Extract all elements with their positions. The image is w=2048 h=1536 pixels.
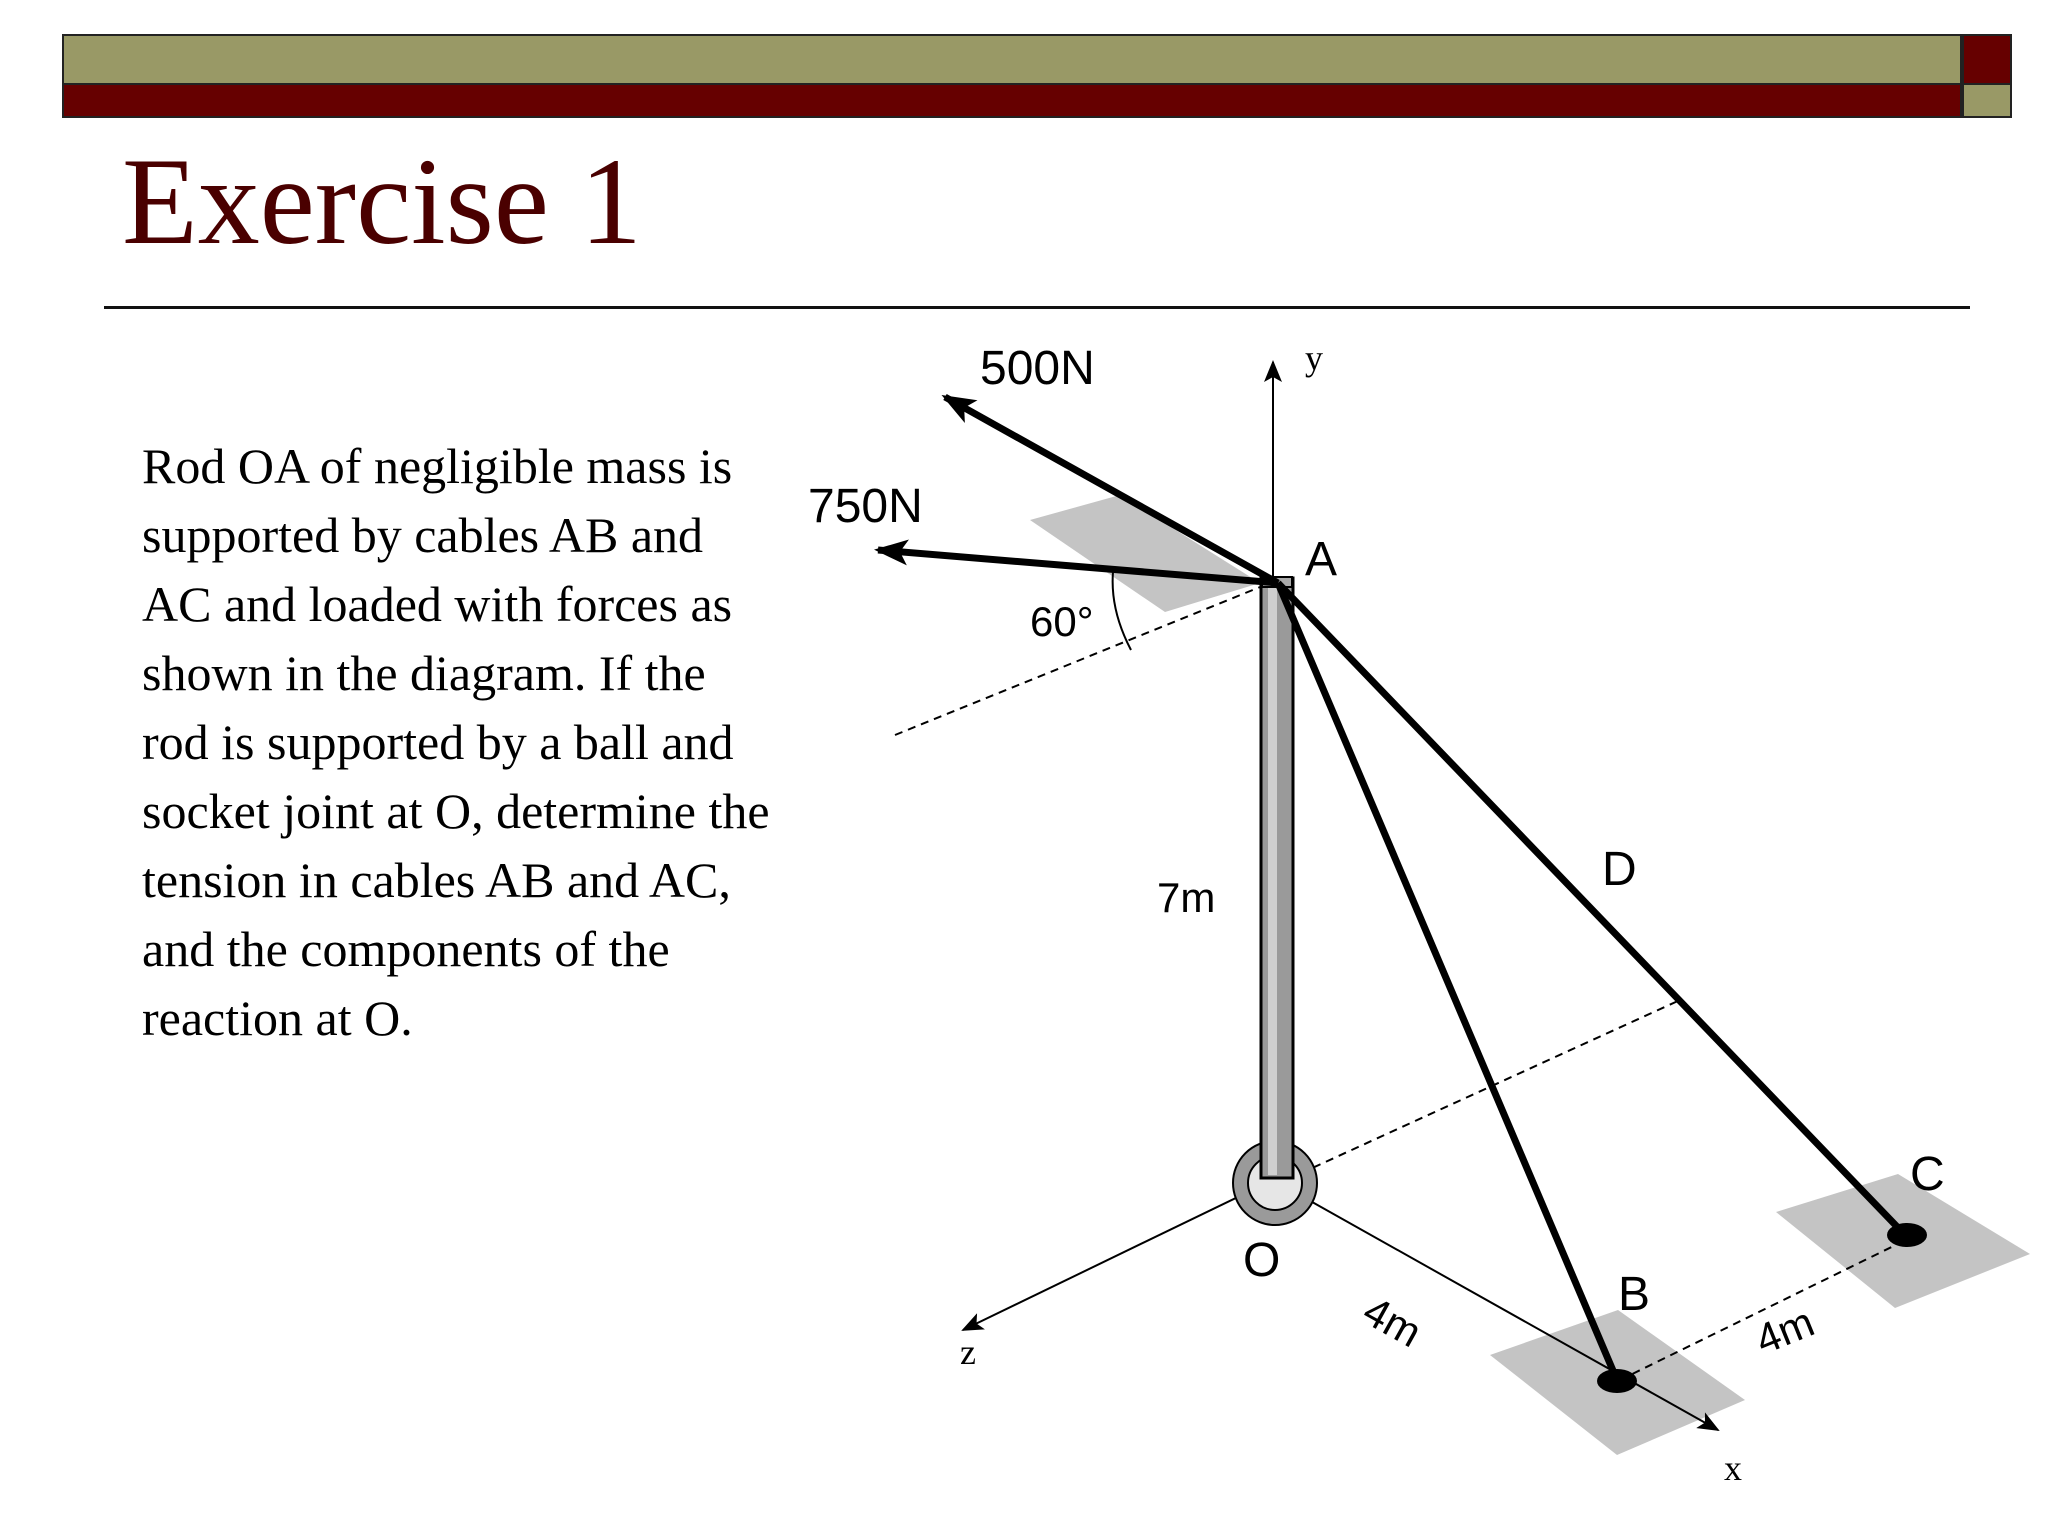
label-axis-z: z: [960, 1332, 976, 1372]
cable-ab: [1278, 583, 1617, 1380]
label-axis-x: x: [1724, 1448, 1742, 1488]
anchor-c: [1887, 1223, 1927, 1247]
problem-statement: Rod OA of negligible mass is supported by cables AB and AC and loaded with forces as shown in the diagram. If the rod is supported by a ball and socket joint at O, determine the tension in cables AB and AC, and the components of the reaction at O.: [142, 438, 770, 1046]
label-dist-ob: 4m: [1355, 1286, 1430, 1357]
label-500n: 500N: [980, 342, 1095, 395]
label-750n: 750N: [808, 480, 923, 533]
x-axis: [1273, 1180, 1718, 1430]
label-rod-length: 7m: [1157, 874, 1216, 921]
label-dist-bc: 4m: [1748, 1297, 1821, 1364]
slide-title: Exercise 1: [122, 133, 642, 270]
dashed-line-o-d: [1275, 1000, 1680, 1185]
rod-oa-highlight: [1268, 585, 1277, 1175]
anchor-b: [1597, 1369, 1637, 1393]
label-point-d: D: [1602, 843, 1637, 896]
label-point-o: O: [1243, 1234, 1281, 1287]
label-point-c: C: [1910, 1148, 1945, 1201]
label-axis-y: y: [1305, 338, 1323, 378]
label-point-a: A: [1305, 533, 1338, 586]
cable-ac: [1278, 583, 1905, 1235]
label-60deg: 60°: [1030, 598, 1094, 645]
label-point-b: B: [1618, 1268, 1651, 1321]
z-axis: [963, 1180, 1273, 1330]
